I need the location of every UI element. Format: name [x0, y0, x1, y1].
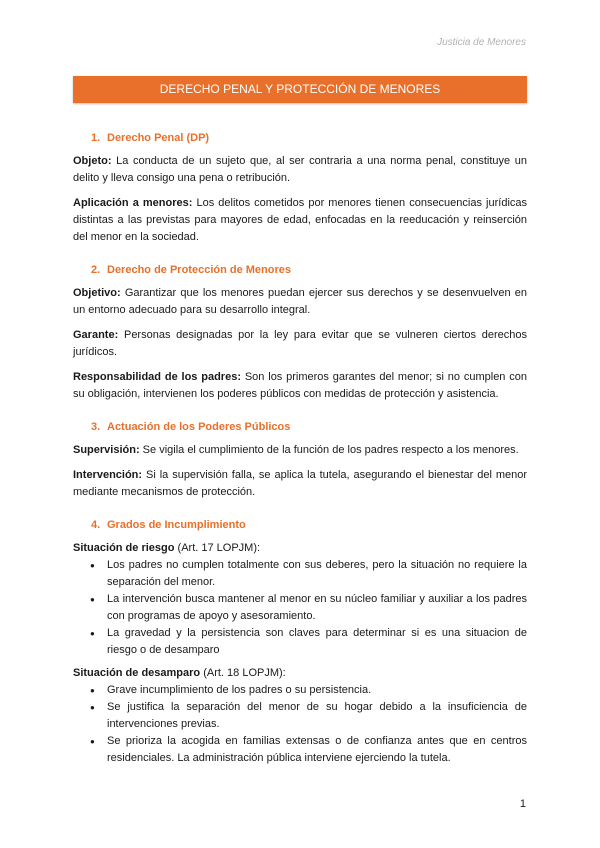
list-item: ● Grave incumplimiento de los padres o su persistencia. — [73, 682, 527, 699]
definition-paragraph — [73, 327, 527, 361]
document-title-banner: DERECHO PENAL Y PROTECCIÓN DE MENORES — [73, 76, 527, 103]
definition-text: Los delitos cometidos por menores tienen consecuencias jurídicas distintas a las previstas para mayores de edad, enfocadas en la reeducación y reinserción del menor en la sociedad. — [73, 197, 528, 243]
situation-reference: (Art. 18 LOPJM): — [200, 667, 286, 679]
definition-text: Si la supervisión falla, se aplica la tutela, asegurando el bienestar del menor mediante mecanismos de protección. — [73, 469, 527, 498]
page-number: 1 — [519, 798, 526, 810]
definition-term: Supervisión: — [73, 444, 140, 456]
section-heading — [91, 130, 527, 147]
section-number: 2. — [91, 264, 101, 276]
situation-reference: (Art. 17 LOPJM): — [174, 542, 261, 554]
section-number: 4. — [91, 519, 101, 531]
definition-text: Se vigila el cumplimiento de la función de los padres respecto a los menores. — [139, 444, 519, 456]
definition-paragraph — [73, 467, 527, 501]
definition-term: Intervención: — [73, 469, 143, 481]
definition-paragraph — [73, 442, 527, 459]
section-title: Grados de Incumplimiento — [107, 519, 246, 531]
situation-heading — [73, 540, 527, 557]
list-item: ● La gravedad y la persistencia son claves para determinar si es una situacion de riesgo o de desamparo — [73, 625, 527, 659]
situation-term: Situación de riesgo — [73, 542, 175, 554]
definition-paragraph — [73, 153, 527, 187]
definition-text: Personas designadas por la ley para evitar que se vulneren ciertos derechos jurídicos. — [73, 329, 527, 358]
definition-text: La conducta de un sujeto que, al ser contraria a una norma penal, constituye un delito y lleva consigo una pena o retribución. — [73, 155, 527, 184]
definition-term: Aplicación a menores: — [73, 197, 193, 209]
definition-term: Responsabilidad de los padres: — [73, 371, 241, 383]
list-item: ● Se justifica la separación del menor de su hogar debido a la insuficiencia de intervenciones previas. — [73, 699, 527, 733]
section-heading — [91, 517, 527, 534]
definition-paragraph — [73, 285, 527, 319]
definition-paragraph — [73, 195, 527, 246]
document-body — [73, 130, 527, 773]
section-title: Derecho Penal (DP) — [107, 132, 210, 144]
situation-term: Situación de desamparo — [73, 667, 201, 679]
definition-paragraph — [73, 369, 527, 403]
running-header: Justicia de Menores — [437, 37, 526, 48]
definition-term: Garante: — [73, 329, 119, 341]
section-number: 1. — [91, 132, 101, 144]
section-heading — [91, 262, 527, 279]
list-item: ● Se prioriza la acogida en familias extensas o de confianza antes que en centros residenciales. La administración pública interviene ejerciendo la tutela. — [73, 733, 527, 767]
bullet-list — [73, 557, 527, 659]
definition-text: Garantizar que los menores puedan ejercer sus derechos y se desenvuelven en un entorno adecuado para su desarrollo integral. — [73, 287, 527, 316]
section-title: Derecho de Protección de Menores — [107, 264, 291, 276]
definition-term: Objetivo: — [73, 287, 121, 299]
list-item: ● La intervención busca mantener al menor en su núcleo familiar y auxiliar a los padres con programas de apoyo y asesoramiento. — [73, 591, 527, 625]
section-title: Actuación de los Poderes Públicos — [107, 421, 291, 433]
section-number: 3. — [91, 421, 101, 433]
list-item: ● Los padres no cumplen totalmente con sus deberes, pero la situación no requiere la separación del menor. — [73, 557, 527, 591]
definition-term: Objeto: — [73, 155, 112, 167]
situation-heading — [73, 665, 527, 682]
bullet-list — [73, 682, 527, 767]
section-heading — [91, 419, 527, 436]
definition-text: Son los primeros garantes del menor; si no cumplen con su obligación, intervienen los poderes públicos con medidas de protección y asistencia. — [73, 371, 527, 400]
